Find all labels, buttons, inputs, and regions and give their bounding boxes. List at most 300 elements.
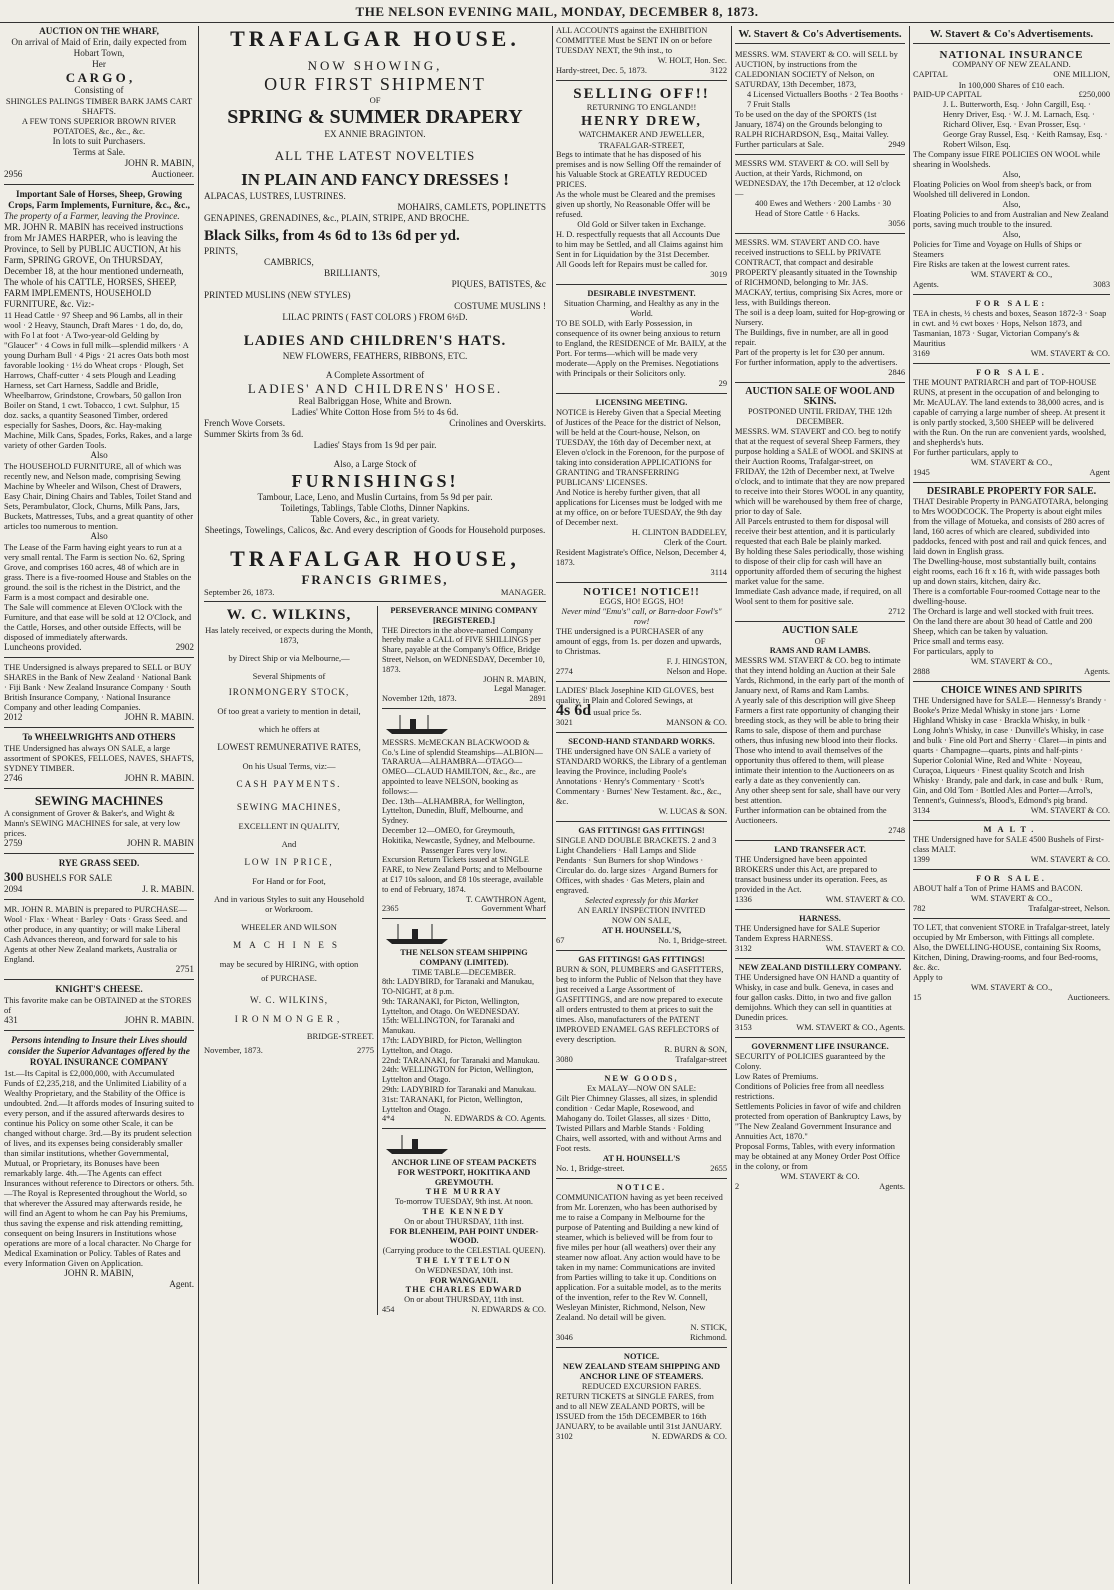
ad-text: Summer Skirts from 3s 6d. (204, 429, 304, 439)
ad-text: Real Balbriggan Hose, White and Brown. (298, 396, 452, 406)
ad-text: CAPITAL (913, 70, 948, 79)
column-header: W. Stavert & Co's Advertisements. (913, 26, 1110, 44)
ad-number: 454 (382, 1305, 395, 1314)
ad-title: THE CHARLES EDWARD (405, 1285, 523, 1295)
ad-signature: WM. STAVERT & CO. (825, 944, 905, 953)
ad-text: IRONMONGER, (234, 1014, 344, 1024)
ad-title: SPRING & SUMMER DRAPERY (227, 106, 523, 128)
ad-number: 431 (4, 1015, 18, 1025)
ad-text: THE undersigned is a PURCHASER of any amount of eggs, from 1s. per dozen and upwards, to Christmas. (556, 627, 722, 656)
ad-text: December 12—OMEO, for Greymouth, Hokitika, Newcastle, Sydney, and Melbourne. (382, 825, 535, 845)
ad-text: Terms at Sale. (72, 147, 126, 157)
ad-text: MR. JOHN R. MABIN has received instructions from Mr JAMES HARPER, who is leaving the Province, to Sell by PUBLIC AUCTION, At his Farm, SPRING GROVE, On THURSDAY, December 18, at the hour mentioned underneath, The whole of his CATTLE, HORSES, SHEEP, FARM IMPLEMENTS, HOUSEHOLD FURNITURE, &c. Viz:- (4, 222, 184, 309)
ad-title: FOR SALE. (976, 368, 1047, 377)
ad-text: The HOUSEHOLD FURNITURE, all of which was recently new, and Nelson made, comprising Sewing Machine by Wheeler and Wilson, Chest of Drawers, Easy Chair, Dining Chairs and Tables, Toilet Stand and Sets, Perambulator, Clock, Churns, Milk Pans, Jars, Buckets, Mattresses, Tubs, and a great quantity of other articles too numerous to mention. (4, 461, 194, 531)
ad-text: FOR WESTPORT, HOKITIKA AND GREYMOUTH. (397, 1167, 531, 1187)
ad-text: ALL ACCOUNTS against the EXHIBITION COMMITTEE Must be SENT IN on or before TUESDAY NEXT, the 9th inst., to (556, 26, 712, 55)
ad-text: by Direct Ship or via Melbourne,— (228, 653, 350, 663)
ad-number: 2094 (4, 884, 23, 894)
ad-text: A yearly sale of this description will give Sheep Farmers a first rate opportunity of changing their breeding stock, as they will be able to bring their Rams to sale, dispose of them and purchase others, thus infusing new blood into their flocks. (735, 696, 899, 745)
ad-text: THE Directors in the above-named Company hereby make a CALL of FIVE SHILLINGS per Share, payable at the Company's Office, Bridge Street, Nelson, on WEDNESDAY, December 10, 1873. (382, 625, 545, 674)
ad-text: THE Undersigned have for SALE Superior Tandem Express HARNESS. (735, 924, 880, 943)
steamship-icon (382, 713, 452, 735)
ad-text: SHINGLES PALINGS TIMBER BARK JAMS CART SHAFTS. (5, 96, 193, 116)
ad-title: FURNISHINGS! (291, 471, 459, 491)
ad-text: The Sale will commence at Eleven O'Clock with the Furniture, and that ease will be sold at 12 O'Clock, and the Cattle, Horses, and other outside Effects, will be disposed of immediately afterwards. (4, 602, 192, 642)
shipping-ads (382, 606, 546, 1315)
ad-text: No. 1, Bridge-street. (658, 936, 727, 945)
ad-text: Several Shipments of (252, 671, 326, 681)
ad-title: SEWING MACHINES (34, 793, 164, 808)
ad-text: Her (92, 59, 106, 69)
ad-text: Conditions of Policies free from all needless restrictions. (735, 1082, 884, 1101)
ad-date: Hardy-street, Dec. 5, 1873. (556, 66, 647, 75)
ad-text: Ladies' Stays from 1s 9d per pair. (313, 440, 437, 450)
ad-text: BUSHELS FOR SALE (25, 873, 113, 883)
ad-text: LILAC PRINTS ( FAST COLORS ) FROM 6½D. (282, 312, 468, 322)
ad-text: BURN & SON, PLUMBERS and GASFITTERS, beg to inform the Public of Nelson that they have just received a Large Assortment of GASFITTINGS, and are now prepared to execute all orders entrusted to them at prices to suit the times. Also, manufacturers of the PATENT IMPROVED ENAMEL GAS REFLECTORS of every description. (556, 965, 724, 1044)
ad-title: TRAFALGAR HOUSE. (230, 26, 520, 51)
ad-text: On or about THURSDAY, 11th inst. (404, 1295, 524, 1305)
ad-text: AN EARLY INSPECTION INVITED (577, 906, 706, 915)
column-3 (552, 26, 731, 1584)
ad-title: PERSEVERANCE MINING COMPANY [REGISTERED.] (390, 606, 538, 625)
ad-title: GAS FITTINGS! GAS FITTINGS! (578, 955, 705, 964)
ad-title: Persons intending to Insure their Lives should consider the Superior Advantages offered by the (8, 1035, 190, 1056)
ad-text: £250,000 (1078, 90, 1110, 99)
ad-text: COSTUME MUSLINS ! (454, 301, 546, 311)
ad-text: PIQUES, BATISTES, &c (451, 279, 546, 289)
ad-number: 2655 (710, 1164, 727, 1173)
ad-signature: W. HOLT, Hon. Sec. (657, 56, 727, 65)
ad-text: WHEELER AND WILSON (241, 922, 337, 932)
ad-text: which he offers at (258, 724, 320, 734)
timetable-row: 17th: LADYBIRD, for Picton, Wellington Lyttelton, and Otago. (382, 1036, 522, 1055)
ad-text: Excursion Return Tickets issued at SINGLE FARE, to New Zealand Ports; and to Melbourne at £17 10s saloon, and £8 10s steerage, available to end of February, 1874. (382, 855, 544, 894)
ad-title: MALT. (983, 825, 1040, 834)
ad-title: GAS FITTINGS! GAS FITTINGS! (578, 826, 705, 835)
ad-number: 2956 (4, 169, 23, 179)
ad-text: THE Undersigned is always prepared to SELL or BUY SHARES in the Bank of New Zealand · National Bank · Fiji Bank · New Zealand Insurance Company · South British Insurance Company, · National Insurance Company and other leading Companies. (4, 662, 192, 712)
ad-title: ANCHOR LINE OF STEAM PACKETS (391, 1158, 537, 1168)
ad-text: Also (90, 450, 108, 460)
ad-text: In 100,000 Shares of £10 each. (958, 80, 1065, 90)
ad-text: ABOUT half a Ton of Prime HAMS and BACON. (913, 884, 1083, 893)
ad-text: MESSRS. WM. STAVERT and CO. beg to notify that at the request of several Sheep Farmers, they purpose holding a SALE of WOOL and SKINS at their Auction Rooms, Trafalgar-street, on FRIDAY, the 12th of December next, at Twelve o'clock, and to intimate that they are now prepared to receive into their Stores WOOL in any quantity, which will be warehoused by them free of charge, prior to day of Sale. (735, 427, 905, 516)
ad-date: November, 1873. (204, 1045, 263, 1055)
ad-text: Agents. (913, 280, 939, 289)
ad-text: Nelson and Hope. (666, 667, 727, 676)
ad-text: FOR WANGANUI. (429, 1275, 499, 1285)
ad-number: 3102 (556, 1432, 573, 1441)
ad-text: On his Usual Terms, viz:— (242, 761, 336, 771)
ad-text: Clerk of the Court. (663, 538, 727, 547)
ad-signature: WM. STAVERT & CO. (1030, 349, 1110, 358)
ad-number: 3080 (556, 1055, 573, 1064)
masthead: THE NELSON EVENING MAIL, MONDAY, DECEMBER 8, 1873. (355, 4, 759, 19)
ad-number: 2891 (529, 694, 546, 704)
ad-title: IRONMONGERY STOCK, (228, 687, 350, 697)
ad-number: 2846 (888, 368, 905, 377)
ad-text: 11 Head Cattle · 97 Sheep and 96 Lambs, all in their wool · 2 Heavy, Staunch, Draft Mares · 1 do, do, do, with Fo l at foot · A Two-year-old Gelding by "Glaucer" · 4 Cows in full milk—splendid milkers · A young Durham Bull · 4 Pigs · 21 acres Oats both most favorable looking · 1½ do Wheat crops · Plough, Set Harrows, Chaff-cutter · 4 sets Plough and Leading Harness, set Cart Harness, Saddle and Bridle, Wheelbarrow, Grindstone, Crowbars, 50 gallon Iron Boiler on Stand, 1 cwt. Tobacco, 1 cwt. Sulphur, 15 doz. sacks, a quantity Seasoned Timber, ordered especially for Sashes, Doors, &c. Hay-making Machine, Milk Cans, Spades, Forks, Rakes, and a large variety of other Garden Tools. (4, 310, 192, 450)
ad-text: OF (814, 636, 826, 646)
ad-text: THAT Desirable Property in PANGATOTARA, belonging to Mrs WOODCOCK. The Property is about eight miles from the village of Motueka, and consists of 280 acres of land, 160 acres of which are cleared, subdivided into paddocks, fenced with post and rail and quick fences, and laid down in English grass. (913, 497, 1109, 556)
ad-text: There is a comfortable Four-roomed Cottage near to the dwelling-house. (913, 587, 1101, 606)
ad-text: To be used on the day of the SPORTS (1st January, 1874) on the Grounds belonging to RALPH RICHARDSON, Esq., Maitai Valley. (735, 110, 889, 139)
ad-signature: JOHN R. MABIN (126, 838, 194, 848)
ad-text: Toiletings, Tablings, Table Cloths, Dinner Napkins. (280, 503, 470, 513)
ad-text: On or about THURSDAY, 11th inst. (404, 1216, 524, 1226)
ad-number: 3021 (556, 718, 573, 727)
column-5 (909, 26, 1114, 1584)
column-2 (198, 26, 552, 1584)
ad-text: CAMBRICS, (264, 257, 314, 267)
ad-text: FOR BLENHEIM, PAH POINT UNDER-WOOD. (389, 1226, 539, 1246)
ad-title: C A R G O , (65, 70, 133, 85)
ad-text: All Parcels entrusted to them for disposal will receive their best attention, and it is particularly requested that each Bale be plainly marked. (735, 517, 895, 546)
column-header: W. Stavert & Co's Advertisements. (735, 26, 905, 44)
ad-number: 1945 (913, 468, 930, 477)
ad-title: OUR FIRST SHIPMENT (264, 74, 486, 94)
ad-number: 3019 (710, 270, 727, 279)
ad-text: Consisting of (74, 85, 124, 95)
ad-number: 2365 (382, 904, 399, 914)
timetable-row: 9th: TARANAKI, for Picton, Wellington, Lyttelton, and Otago. On WEDNESDAY. (382, 996, 520, 1016)
ad-text: Proposal Forms, Tables, with every information may be obtained at any Money Order Post Office in the colony, or from (735, 1142, 900, 1171)
ad-text: NEW ZEALAND STEAM SHIPPING AND ANCHOR LINE OF STEAMERS. (562, 1362, 721, 1381)
ad-text: For particulars, apply to (913, 647, 994, 656)
ad-title: MACHINES (233, 940, 345, 950)
timetable-row: 31st: TARANAKI, for Picton, Wellington, Lyttelton and Otago. (382, 1094, 523, 1114)
ad-text: GENAPINES, GRENADINES, &c., PLAIN, STRIPE, AND BROCHE. (204, 213, 470, 223)
ad-title: RAMS AND RAM LAMBS. (769, 646, 871, 655)
ad-number: 3132 (735, 944, 752, 953)
ad-text: BRIDGE-STREET. (306, 1031, 374, 1041)
ad-title: CASH PAYMENTS. (236, 779, 342, 789)
ad-signature: FRANCIS GRIMES, (301, 572, 449, 587)
ad-title: AUCTION SALE (782, 625, 858, 636)
ad-text: Floating Policies to and from Australian and New Zealand ports, saving much trouble to the insured. (913, 210, 1109, 229)
ad-text: TO LET, that convenient STORE in Trafalgar-street, lately occupied by Mr Emberson, with Fittings all complete. (913, 923, 1110, 942)
ad-text: Auctioneer. (151, 169, 194, 179)
ad-signature: WM. STAVERT & CO., (970, 657, 1053, 666)
ad-text: Trafalgar-street (675, 1055, 727, 1064)
ad-number: 2751 (175, 964, 194, 974)
ad-text: Those who intend to avail themselves of the opportunity thus offered to them, will please intimate their intention to the Auctioneers on as early a date as they conveniently can. (735, 746, 895, 785)
ad-text: Floating Policies on Wool from sheep's back, or from Woolshed till delivered in London. (913, 180, 1092, 199)
ad-text: OF (369, 95, 381, 105)
ad-text: Sheetings, Towelings, Calicos, &c. And every description of Goods for Household purposes. (204, 525, 546, 535)
ad-text: Gilt Pier Chimney Glasses, all sizes, in splendid condition · Cedar Maple, Rosewood, and Mahogany do. Toilet Glasses, all sizes · Ditto, Twisted Pillars and Marble Stands · Folding Chairs, well assorted, with and without Arms and Foot rests. (556, 1094, 722, 1153)
ad-text: PRINTS, (204, 246, 238, 256)
ad-text: PRINTED MUSLINS (NEW STYLES) (204, 290, 351, 300)
ad-text: Also, a Large Stock of (333, 459, 417, 469)
ad-text: A consignment of Grover & Baker's, and Wight & Mann's SEWING MACHINES for sale, at very low prices. (4, 808, 181, 838)
ad-signature: W. C. WILKINS, (249, 995, 329, 1005)
ad-signature: JOHN R. MABIN, (483, 674, 546, 684)
ad-text: MR. JOHN R. MABIN is prepared to PURCHASE— Wool · Flax · Wheat · Barley · Oats · Grass Seed. and other produce, in any quantity; or will make Liberal Cash Advances thereon, and forward for sale to his Agents at other New Zealand markets, Australia or England. (4, 904, 188, 964)
ad-date: September 26, 1873. (204, 587, 275, 597)
ad-title: SELLING OFF!! (573, 86, 710, 102)
ad-signature: JOHN R. MABIN. (124, 1015, 194, 1025)
ad-text: Dec. 13th—ALHAMBRA, for Wellington, Lyttelton, Dunedin, Bluff, Melbourne, and Sydney. (382, 796, 525, 826)
ad-text: THE undersigned have ON SALE a variety of STANDARD WORKS, the Library of a gentleman leaving the Province, including Poole's Annotations · Henry's Commentary · Scott's Commentary · Burnes' New Testament. &c., &c., &c. (556, 747, 727, 806)
ad-title: NOTICE. (623, 1352, 660, 1361)
ad-text: Ladies' White Cotton Hose from 5½ to 4s 6d. (291, 407, 459, 417)
ad-text: The Orchard is large and well stocked with fruit trees. (913, 607, 1094, 616)
ad-text: J. L. Butterworth, Esq. · John Cargill, Esq. · Henry Driver, Esq. · W. J. M. Larnach, Esq. · Richard Oliver, Esq. · Evan Prosser, Esq. · George Gray Russel, Esq. · Keith Ramsay, Esq. · Robert Wilson, Esq. (943, 100, 1108, 149)
ad-number: 3134 (913, 806, 930, 815)
ad-title: NOTICE. (616, 1183, 667, 1192)
ad-text: A Complete Assortment of (325, 370, 425, 380)
ad-text: Resident Magistrate's Office, Nelson, December 4, 1873. (556, 548, 727, 567)
ad-text: By holding these Sales periodically, those wishing to dispose of their clip for cash will have an opportunity afforded them of securing the highest market value for the same. (735, 547, 904, 586)
ad-title: SEWING MACHINES, (236, 802, 342, 812)
ad-text: LOW IN PRICE, (244, 857, 334, 867)
ad-text: 4 Licensed Victuallers Booths · 2 Tea Booths · 7 Fruit Stalls (747, 90, 904, 109)
ad-text: Further information can be obtained from the Auctioneers. (735, 806, 887, 825)
ad-text: All Goods left for Repairs must be called for. (556, 260, 708, 269)
ad-number: 1336 (735, 895, 752, 904)
ad-signature: N. EDWARDS & CO. (651, 1432, 727, 1441)
ad-number: 3153 (735, 1023, 752, 1032)
ad-text: Fire Risks are taken at the lowest current rates. (913, 260, 1070, 269)
ad-text: TEA in chests, ½ chests and boxes, Season 1872-3 · Soap in cwt. and ½ cwt boxes · Hops, Nelson 1873, and Tasmanian, 1873 · Sugar, Victorian Company's & Mauritius (913, 309, 1107, 348)
ad-title: RYE GRASS SEED. (58, 858, 140, 868)
ad-text: For further information, apply to the advertisers. (735, 358, 898, 367)
ad-text: BRILLIANTS, (324, 268, 380, 278)
ad-date: November 12th, 1873. (382, 694, 457, 704)
ad-text: This favorite make can be OBTAINED at the STORES of (4, 995, 192, 1015)
ad-text: To-morrow TUESDAY, 9th inst. At noon. (394, 1197, 534, 1207)
ad-title: LADIES AND CHILDREN'S HATS. (243, 333, 507, 349)
ad-text: MESSRS WM. STAVERT & CO. beg to intimate that they intend holding an Auction at their Sale Yards, Richmond, in the early part of the month of January next, of Rams and Ram Lambs. (735, 656, 905, 695)
ad-text: usual price 5s. (593, 708, 642, 717)
ad-signature: WM. STAVERT & CO. (1030, 806, 1110, 815)
ad-text: Old Gold or Silver taken in Exchange. (577, 220, 706, 229)
ad-text: Also, (1002, 170, 1021, 179)
ad-text: Agent. (169, 1279, 194, 1289)
ad-signature: WM. STAVERT & CO. (1030, 855, 1110, 864)
ad-title: NEW GOODS, (604, 1074, 679, 1083)
ad-text: The Dwelling-house, most substantially built, contains eight rooms, each 16 ft x 16 ft, with wide passages both up and down stairs, kitchen, dairy &c. (913, 557, 1100, 586)
ad-text: A FEW TONS SUPERIOR BROWN RIVER POTATOES, &c., &c., &c. (21, 116, 177, 136)
ad-number: 2775 (357, 1045, 374, 1055)
timetable-row: 15th: WELLINGTON, for Taranaki and Manukau. (382, 1016, 515, 1036)
ad-text: Selected expressly for this Market (584, 896, 699, 905)
ad-text: Apply to (913, 973, 943, 982)
ad-number: 782 (913, 904, 926, 913)
ad-text: THE Undersigned has always ON SALE, a large assortment of SPOKES, FELLOES, NAVES, SHAFTS, SYDNEY TIMBER. (4, 743, 194, 773)
ad-text: LADIES' Black Josephine KID GLOVES, best quality, in Plain and Colored Sewings, at (556, 686, 714, 705)
ad-signature: WM. STAVERT & CO., (970, 458, 1053, 467)
ad-text: Also, (1002, 200, 1021, 209)
ad-text: Agents. (879, 1182, 905, 1191)
ad-text: H. D. respectfully requests that all Accounts Due to him may be Settled, and all Claims against him Sent in for Liquidation by the 31st December. (556, 230, 724, 259)
ad-signature: F. J. HINGSTON, (666, 657, 727, 666)
timetable-row: 29th: LADYBIRD for Taranaki and Manukau. (382, 1085, 537, 1095)
ad-text: Luncheons provided. (4, 642, 82, 652)
ad-text: RETURN TICKETS at SINGLE FARES, from and to all NEW ZEALAND PORTS, will be ISSUED from the 15th DECEMBER to 16th JANUARY, to be available until 31st JANUARY. (556, 1392, 722, 1431)
ad-title: To WHEELWRIGHTS AND OTHERS (22, 732, 176, 742)
ad-text: Has lately received, or expects during the Month, 1873, (205, 625, 373, 645)
ad-text: Agent (1089, 468, 1110, 477)
ad-text: Part of the property is let for £30 per annum. (735, 348, 885, 357)
masthead-rule (0, 22, 1114, 23)
ad-text: In lots to suit Purchasers. (52, 136, 146, 146)
ad-signature: T. CAWTHRON Agent, (466, 894, 546, 904)
ad-signature: WM. STAVERT & CO., (970, 983, 1053, 992)
ad-text: RETURNING TO ENGLAND!! (586, 103, 697, 112)
ad-number: 4*4 (382, 1114, 395, 1124)
ad-text: COMMUNICATION having as yet been received from Mr. Lorenzen, who has been authorised by me to raise a Company in Melbourne for the purpose of Patenting and Building a new kind of steamer, which is believed will be from four to five miles per hour (all weathers) over their any steamer now afloat. Any action would have to be taken in my name: Communications are invited from Parties willing to take it up. Conditions on application. For a suitable model, as to the merits of the invention, refer to the Rev W. Connell, Wesleyan Minister, Richmond, Nelson, New Zealand. No detail will be given. (556, 1193, 723, 1322)
ad-text: TIME TABLE—DECEMBER. (412, 967, 516, 977)
ad-text: Further particulars at Sale. (735, 140, 824, 149)
ad-number: 3169 (913, 349, 930, 358)
ad-text: Price small and terms easy. (913, 637, 1004, 646)
ad-text: Low Rates of Premiums. (735, 1072, 819, 1081)
ad-title: FOR SALE: (975, 299, 1048, 308)
ad-text: Richmond. (690, 1333, 727, 1342)
ad-text: The Buildings, five in number, are all in good repair. (735, 328, 889, 347)
ad-text: Situation Charming, and Healthy as any in the World. (564, 299, 719, 318)
ad-text: Government Wharf (481, 904, 546, 914)
ad-text: And (281, 839, 297, 849)
ad-text: Tambour, Lace, Leno, and Muslin Curtains, from 5s 9d per pair. (257, 492, 493, 502)
ad-text: THE Undersigned have ON HAND a quantity of Whisky, in case and bulk. Geneva, in cases and four gallon casks. Ditto, in two and five gallon demijohns. Which they can sell in quantities at Dunedin prices. (735, 973, 899, 1022)
ad-number: 3056 (888, 219, 905, 228)
ad-title: LAND TRANSFER ACT. (774, 845, 866, 854)
ad-text: Agents. (1084, 667, 1110, 676)
ad-signature: WM. STAVERT & CO. (825, 895, 905, 904)
ad-title: HARNESS. (799, 914, 841, 923)
ad-title: AUCTION SALE OF WOOL AND SKINS. (745, 386, 895, 407)
ad-signature: AT H. HOUNSELL'S (602, 1154, 681, 1163)
ad-signature: WM. STAVERT & CO. (780, 1172, 860, 1181)
ad-signature: N. EDWARDS & CO. Agents. (444, 1114, 546, 1124)
ad-number: 29 (718, 379, 727, 388)
ad-title: LICENSING MEETING. (595, 398, 688, 407)
ad-text: Passenger Fares very low. (420, 845, 508, 855)
ad-text: THE Undersigned have been appointed BROKERS under this Act, are prepared to transact business under its operation. Fees, as provided in the Act. (735, 855, 888, 894)
ad-signature: WM. STAVERT & CO., Agents. (796, 1023, 905, 1032)
ad-text: LOWEST REMUNERATIVE RATES, (217, 742, 361, 752)
ad-signature: J. R. MABIN. (142, 884, 194, 894)
ad-text: THE Undersigned have for SALE 4500 Bushels of First-class MALT. (913, 835, 1104, 854)
ad-text: As the whole must be Cleared and the premises given up shortly, No Reasonable Offer will be refused. (556, 190, 716, 219)
ad-text: Any other sheep sent for sale, shall have our very best attention. (735, 786, 901, 805)
ad-title: NOTICE! NOTICE!! (583, 586, 700, 598)
ad-text: Also, the DWELLING-HOUSE, containing Six Rooms, Kitchen, Dining, Drawing-rooms, and four Bed-rooms, &c. &c. (913, 943, 1101, 972)
ad-text: NOW SHOWING, (307, 58, 443, 73)
ad-number: 3046 (556, 1333, 573, 1342)
timetable-row: 8th: LADYBIRD, for Taranaki and Manukau, TO-NIGHT, at 8 p.m. (382, 977, 535, 997)
ad-text: (Carrying produce to the CELESTIAL QUEEN). (382, 1246, 546, 1256)
ad-signature: MANSON & CO. (666, 718, 727, 727)
ad-text: Policies for Time and Voyage on Hulls of Ships or Steamers (913, 240, 1082, 259)
ad-signature: R. BURN & SON, (664, 1045, 727, 1054)
ad-text: 1st.—Its Capital is £2,000,000, with Accumulated Funds of £2,235,218, and the Unlimited Liability of a Wealthy Proprietary, and the Stability of the Office is undoubted. 2nd.—It affords modes of Insuring suited to every person, and if the assured afterwards desires to continue his Policy on some other Scale, it can be changed without charge. 3rd.—By its prudent selection of lives, and its expenses being considerably smaller than similar institutions, whether Governmental, Mutual, or Proprietary, its Bonuses have been remarkably large. 4th.—The Agents can effect Insurances without reference to Directors or others. 5th.—The Royal is Represented throughout the World, so that wherever the Assured may afterwards reside, he will find an Agent to whom he can Pay his Premiums, thus saving the expense and risk attending remitting, consequent on being Insurers in Institutions whose operations are more of a local character. No Charge for Medical Examination or Policy. Tables of Rates and every Information Given on Application. (4, 1068, 195, 1268)
ad-signature: JOHN R. MABIN. (124, 712, 194, 722)
ad-text: THE Undersigned have for SALE— Hennessy's Brandy · Booke's Prize Medal Whisky in stone jars · Lorne Highland Whisky in case · Brackla Whisky, in bulk · Long John's Whisky, in case · Dunville's Whisky, in case and bulk · Fine old Port and Sherry · Claret—in pints and quarts · Champagne—quarts, pints and half-pints · Superior Colonial Wine, Red and White · Noyeau, Curaçoa, Liqueurs · Finest quality Scotch and Irish Whisky · Brandy, pale and dark, in case and bulk · Rum, Gin, and Old Tom · Bottled Ales and Porter—Arrol's, Tennent's, Guinness's, Blood's, Edmond's pig brand. (913, 696, 1107, 805)
ad-signature: H. CLINTON BADDELEY, (631, 528, 727, 537)
ad-title: SECOND-HAND STANDARD WORKS. (568, 737, 715, 746)
ad-text: THE MOUNT PATRIARCH and part of TOP-HOUSE RUNS, at present in the occupation of and belonging to Mr. McAULAY. The land extends to 38,000 acres, and is capable of carrying a large number of sheep. At present it is only partly stocked, 3,500 SHEEP will be delivered with the Run. On the run are convenient yards, woolshed, and shepherds's huts. (913, 378, 1107, 447)
ad-text: MANAGER. (500, 587, 546, 597)
ad-text: Of too great a variety to mention in detail, (217, 706, 361, 716)
ad-text: The soil is a deep loam, suited for Hop-growing or Nursery. (735, 308, 905, 327)
ad-text: TRAFALGAR-STREET, (598, 140, 685, 150)
ad-number: 2888 (913, 667, 930, 676)
ad-text: Auctioneers. (1067, 993, 1110, 1002)
ad-text: of PURCHASE. (261, 973, 317, 983)
ad-number: 67 (556, 936, 565, 945)
ad-title: Black Silks, from 4s 6d to 13s 6d per yd. (204, 228, 460, 244)
ad-signature: JOHN R. MABIN. (124, 773, 194, 783)
ad-text: REDUCED EXCURSION FARES. (581, 1382, 702, 1391)
ad-signature: N. STICK, (690, 1323, 727, 1332)
ad-text: POSTPONED UNTIL FRIDAY, THE 12th DECEMBER. (747, 407, 892, 426)
ad-title: DESIRABLE PROPERTY FOR SALE. (926, 486, 1097, 497)
ad-text: NOTICE is Hereby Given that a Special Meeting of Justices of the Peace for the district of Nelson, will be held at the Court-house, Nelson, on TUESDAY, the 16th day of December next, at Eleven o'clock in the Forenoon, for the purpose of taking into consideration APPLICATIONS for GRANTING and TRANSFERRING PUBLICANS' LICENSES. (556, 408, 725, 487)
ad-text: For further particulars, apply to (913, 448, 1019, 457)
ad-text: 400 Ewes and Wethers · 200 Lambs · 30 Head of Store Cattle · 6 Hacks. (755, 199, 891, 218)
ad-number: 2746 (4, 773, 23, 783)
ad-text: Crinolines and Overskirts. (449, 418, 546, 428)
ad-text: SECURITY of POLICIES guaranteed by the Colony. (735, 1052, 886, 1071)
timetable-row: 24th: WELLINGTON for Picton, Wellington, Lyttelton and Otago. (382, 1065, 534, 1085)
ad-text: Trafalgar-street, Nelson. (1028, 904, 1110, 913)
ad-title: THE LYTTELTON (416, 1256, 512, 1266)
ad-text: Also (90, 531, 108, 541)
ad-title: Important Sale of Horses, Sheep, Growing Crops, Farm Implements, Furniture, &c., &c., (8, 189, 190, 210)
ad-text: may be secured by HIRING, with option (219, 959, 359, 969)
ad-text: NEW FLOWERS, FEATHERS, RIBBONS, ETC. (282, 351, 468, 361)
ad-text: The Lease of the Farm having eight years to run at a very small rental. The Farm is section No. 62, Spring Grove, and comprises 160 acres, 48 of which are in grass. There is a five-roomed House and Stables on the ground. the soil is the richest in the District, and the Farm is a most compact and desirable one. (4, 542, 192, 602)
ad-number: 300 (4, 869, 24, 884)
ad-title: DESIRABLE INVESTMENT. (587, 289, 696, 298)
ad-number: 2012 (4, 712, 23, 722)
ad-price: 4s 6d (556, 702, 592, 719)
ad-number: 3122 (710, 66, 727, 75)
ad-text: Begs to intimate that he has disposed of his premises and is now Selling Off the remainder of his Valuable Stock at GREATLY REDUCED PRICES. (556, 150, 721, 189)
ad-text: NOW ON SALE, (611, 916, 672, 925)
ad-title: ROYAL INSURANCE COMPANY (29, 1057, 169, 1067)
ad-text: MESSRS. McMECKAN BLACKWOOD & Co.'s Line of splendid Steamships—ALBION—TARARUA—ALHAMBRA—OTAGO—OMEO—CLAUD HAMILTON, &c., &c., are appointed to leave NELSON, booking as follows:— (382, 737, 543, 796)
ad-title: AUCTION ON THE WHARF, (39, 26, 159, 36)
ad-signature: N. EDWARDS & CO. (471, 1305, 546, 1314)
ad-title: THE NELSON STEAM SHIPPING COMPANY (LIMITED). (400, 947, 528, 967)
ad-text: French Wove Corsets. (204, 418, 285, 428)
ad-title: NATIONAL INSURANCE (939, 49, 1084, 61)
ad-text: And in various Styles to suit any Household (214, 894, 364, 904)
ad-title: LADIES' AND CHILDRENS' HOSE. (247, 381, 503, 396)
ad-text: PAID-UP CAPITAL (913, 90, 982, 99)
ad-text: TO BE SOLD, with Early Possession, in consequence of its owner being anxious to return to England, the RESIDENCE of Mr. BAILY, at the Port. For terms—which will be made very moderate—Apply on the Premises. Negotiations with Principals or their Solicitors only. (556, 319, 727, 378)
ad-text: MOHAIRS, CAMLETS, POPLINETTS (397, 202, 546, 212)
steamship-icon (382, 1133, 452, 1155)
wilkins-ad (204, 606, 378, 1315)
ad-title: NEW ZEALAND DISTILLERY COMPANY. (738, 963, 902, 972)
ad-text: MESSRS. WM. STAVERT AND CO. have received instructions to SELL by PRIVATE CONTRACT, that compact and desirable PROPERTY pleasantly situated in the Township of RICHMOND, belonging to Mr. JAS. MACKAY, tertius, comprising Six Acres, more or less, with Buildings thereon. (735, 238, 903, 307)
ad-text: Also, (1002, 230, 1021, 239)
ad-text: or Workroom. (265, 904, 313, 914)
ad-text: For Hand or for Foot, (252, 876, 326, 886)
ad-title: HENRY DREW, (581, 114, 702, 129)
ad-number: 2759 (4, 838, 23, 848)
ad-text: The property of a Farmer, leaving the Province. (4, 211, 180, 221)
ad-text: COMPANY OF NEW ZEALAND. (952, 60, 1071, 69)
